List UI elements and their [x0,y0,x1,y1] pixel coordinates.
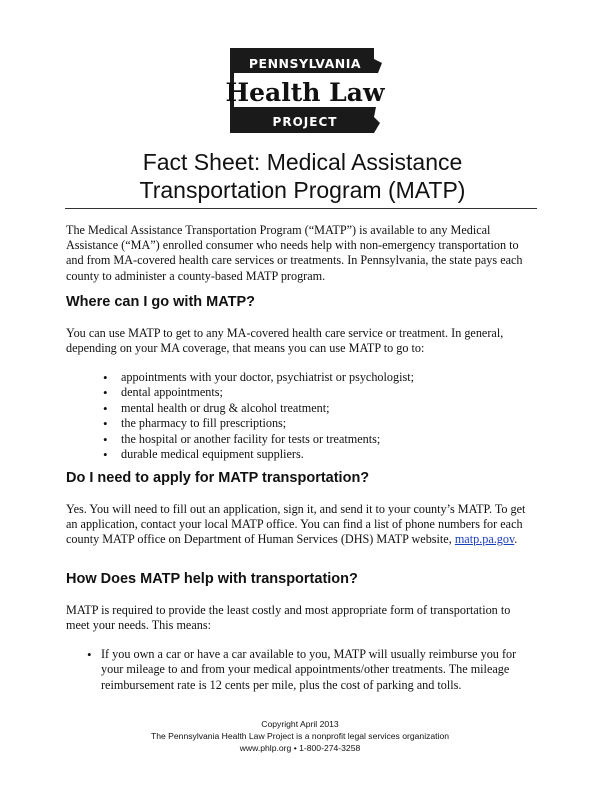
list-item: • the pharmacy to fill prescriptions; [103,416,533,431]
footer [100,718,500,754]
title-line-2: Transportation Program (MATP) [139,177,466,203]
section-apply-body [66,502,534,548]
link-period: . [514,532,518,547]
footer-separator: • [293,743,297,753]
list-item: • If you own a car or have a car available to you, MATP will usually reimburse you for your mileage to and from your medical appointments/other treatments. The mileage reimbursement rate is 12 cents per mile, plus the cost of parking and tolls. [87,647,535,693]
footer-website: www.phlp.org [239,743,292,753]
footer-phone: 1-800-274-3258 [299,743,361,753]
list-item: • durable medical equipment suppliers. [103,447,533,462]
list-item: • dental appointments; [103,385,533,400]
section-heading-apply: Do I need to apply for MATP transportation? [66,470,370,486]
how-list [87,647,535,693]
matp-website-link[interactable]: matp.pa.gov [454,532,515,547]
list-item: • the hospital or another facility for tests or treatments; [103,432,533,447]
list-item: • mental health or drug & alcohol treatment; [103,401,533,416]
intro-paragraph: The Medical Assistance Transportation Program (“MATP”) is available to any Medical Assistance (“MA”) enrolled consumer who needs help with non-emergency transportation to and from MA-covered health care services or treatments. In Pennsylvania, the state pays each county to administer a county-based MATP program. [66,223,523,283]
title-divider [65,208,537,209]
logo-line-health-law: Health Law [225,78,385,107]
section-heading-how: How Does MATP help with transportation? [66,571,358,587]
section-apply-text: Yes. You will need to fill out an application, sign it, and send it to your county’s MATP. To get an application, contact your local MATP office. You can find a list of phone numbers for each county MATP office on Department of Human Services (DHS) MATP website, [66,502,526,547]
destination-list [103,370,533,462]
title-line-1: Fact Sheet: Medical Assistance [142,149,463,175]
section-heading-where: Where can I go with MATP? [66,294,256,310]
footer-description: The Pennsylvania Health Law Project is a nonprofit legal services organization [150,731,450,741]
footer-copyright: Copyright April 2013 [261,719,339,729]
page-title [60,148,545,204]
section-where-body: You can use MATP to get to any MA-covered health care service or treatment. In general, depending on your MA coverage, that means you can use MATP to go to: [66,326,504,356]
phlp-logo [224,43,386,137]
logo-line-pennsylvania: PENNSYLVANIA [248,56,362,71]
logo-line-project: PROJECT [272,115,338,129]
footer-contact [100,742,500,754]
section-how-body: MATP is required to provide the least costly and most appropriate form of transportation to meet your needs. This means: [66,603,511,633]
list-item: • appointments with your doctor, psychiatrist or psychologist; [103,370,533,385]
